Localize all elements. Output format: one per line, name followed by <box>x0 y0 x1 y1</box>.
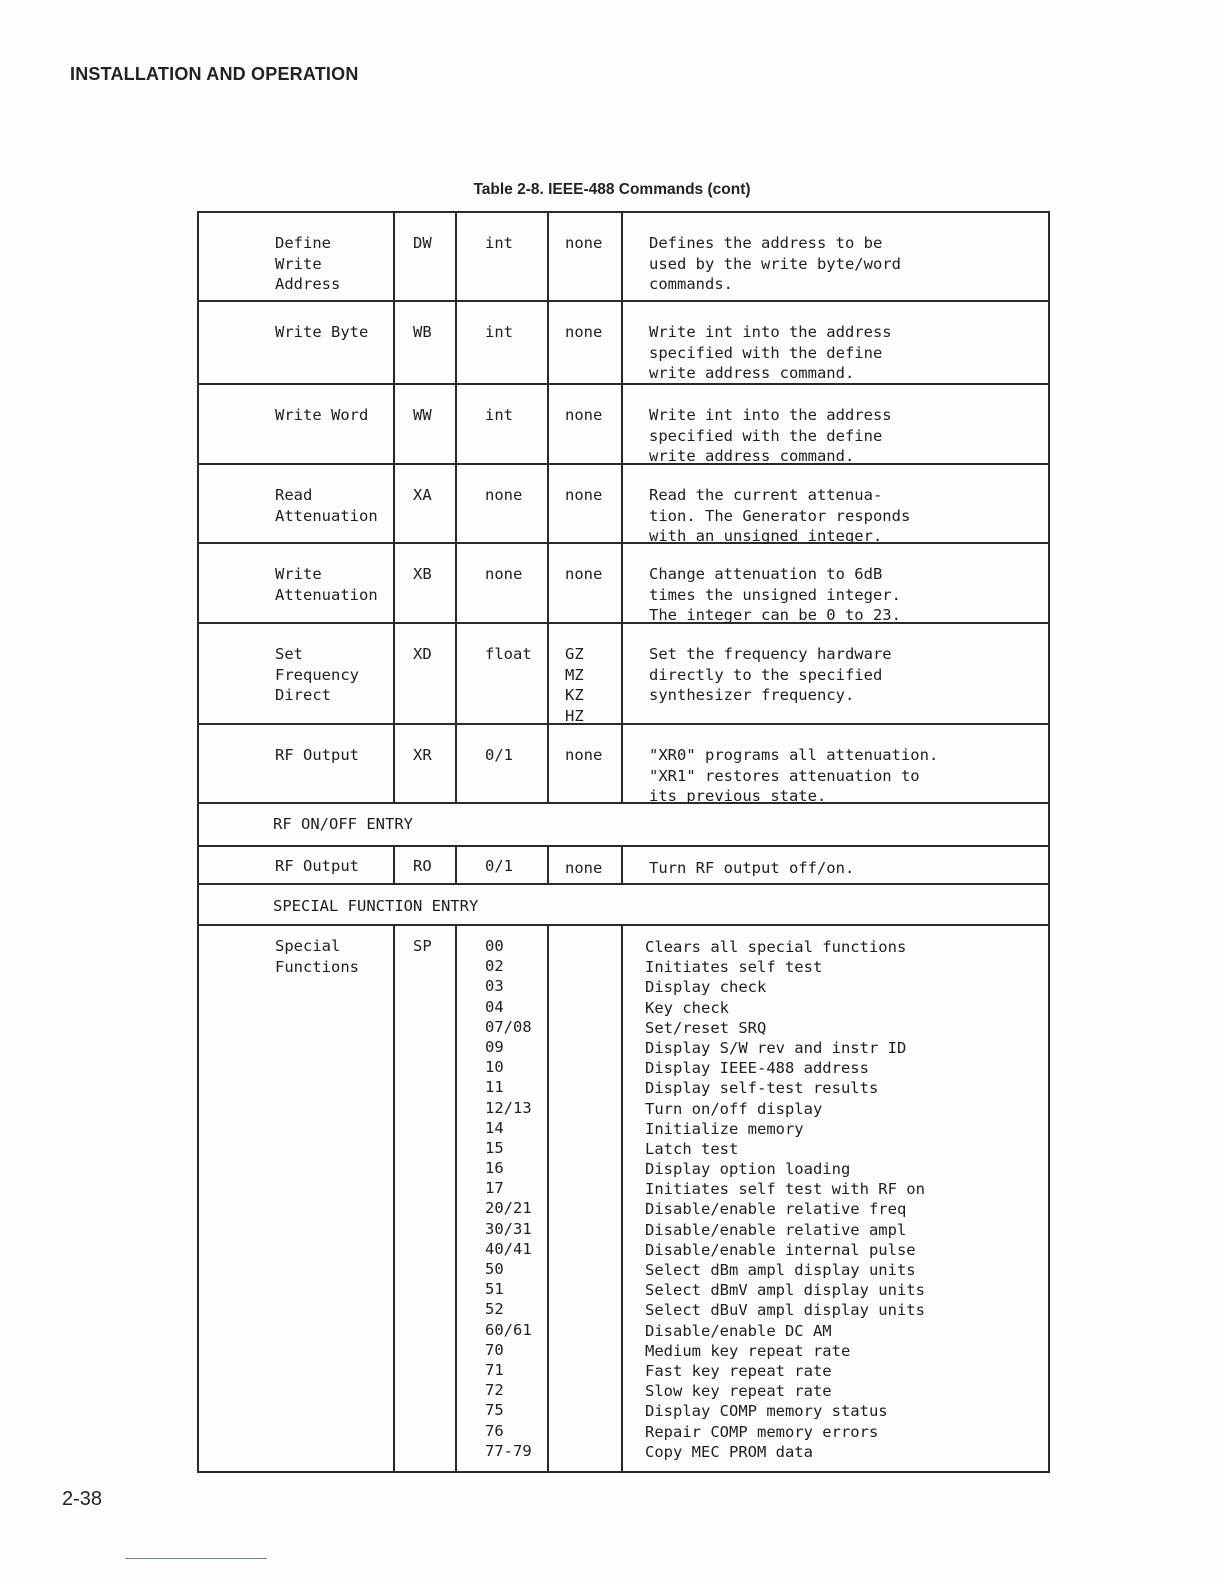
special-code: 75 <box>485 1401 504 1420</box>
function-cell: RF Output <box>199 847 395 883</box>
special-description: Select dBm ampl display units <box>645 1261 916 1279</box>
special-functions-row <box>199 926 1048 1471</box>
special-description: Display option loading <box>645 1160 851 1179</box>
data-cell: 0/1 <box>457 725 549 802</box>
special-code-list <box>457 926 549 1471</box>
special-code: 11 <box>485 1078 504 1097</box>
special-description: Medium key repeat rate <box>645 1341 851 1360</box>
special-description: Copy MEC PROM data <box>645 1442 813 1461</box>
table-row <box>199 213 1048 302</box>
special-code: 09 <box>485 1037 504 1056</box>
special-code: 71 <box>485 1360 504 1379</box>
special-code: 40/41 <box>485 1239 532 1258</box>
units-cell: GZ MZ KZ HZ <box>549 624 623 723</box>
special-description: Display COMP memory status <box>645 1402 888 1421</box>
special-description-list <box>623 926 1048 1471</box>
special-code: 72 <box>485 1381 504 1400</box>
code-cell: XB <box>395 544 457 622</box>
code-cell: RO <box>395 847 457 883</box>
special-description: Disable/enable relative ampl <box>645 1220 907 1239</box>
code-cell: WW <box>395 385 457 463</box>
page-number: 2-38 <box>62 1488 103 1510</box>
function-cell: Write Attenuation <box>199 544 395 622</box>
code-cell: XA <box>395 465 457 542</box>
description-cell: Defines the address to be used by the write byte/word commands. <box>649 234 901 293</box>
special-description: Set/reset SRQ <box>645 1018 767 1037</box>
special-code: 30/31 <box>485 1219 532 1238</box>
special-code: 52 <box>485 1300 504 1319</box>
special-description: Latch test <box>645 1139 739 1158</box>
special-description: Turn on/off display <box>645 1099 823 1118</box>
special-code: 20/21 <box>485 1199 532 1218</box>
special-code: 17 <box>485 1179 504 1198</box>
special-code: 60/61 <box>485 1320 532 1339</box>
units-cell <box>549 926 623 1471</box>
table-row <box>199 624 1048 725</box>
special-description: Fast key repeat rate <box>645 1361 832 1380</box>
function-cell: Special Functions <box>199 926 395 1471</box>
code-cell: XR <box>395 725 457 802</box>
special-code: 77-79 <box>485 1441 532 1460</box>
description-cell: Write int into the address specified with the define write address command. <box>649 323 892 382</box>
units-cell: none <box>549 725 623 802</box>
special-description: Display check <box>645 978 767 997</box>
special-code: 02 <box>485 957 504 976</box>
function-cell: Write Word <box>199 385 395 463</box>
table-row <box>199 302 1048 385</box>
special-description: Slow key repeat rate <box>645 1382 832 1401</box>
data-cell: 0/1 <box>457 847 549 883</box>
special-description: Disable/enable internal pulse <box>645 1240 916 1259</box>
description-cell: "XR0" programs all attenuation. "XR1" restores attenuation to its previous state. <box>649 746 939 805</box>
units-cell: none <box>549 847 623 883</box>
special-code: 07/08 <box>485 1017 532 1036</box>
special-code: 10 <box>485 1058 504 1077</box>
table-row <box>199 385 1048 465</box>
code-cell: WB <box>395 302 457 383</box>
function-cell: Read Attenuation <box>199 465 395 542</box>
special-description: Display S/W rev and instr ID <box>645 1038 907 1057</box>
description-cell: Write int into the address specified with the define write address command. <box>649 406 892 465</box>
special-code: 00 <box>485 937 504 955</box>
special-description: Clears all special functions <box>645 938 907 956</box>
special-description: Disable/enable relative freq <box>645 1200 907 1219</box>
data-cell: int <box>457 385 549 463</box>
units-cell: none <box>549 544 623 622</box>
special-code: 51 <box>485 1280 504 1299</box>
data-cell: none <box>457 465 549 542</box>
special-code: 15 <box>485 1138 504 1157</box>
function-cell: Set Frequency Direct <box>199 624 395 723</box>
data-cell: float <box>457 624 549 723</box>
table-row <box>199 544 1048 624</box>
data-cell: int <box>457 302 549 383</box>
units-cell: none <box>549 302 623 383</box>
data-cell: int <box>457 213 549 300</box>
footer-rule <box>125 1558 267 1559</box>
code-cell: DW <box>395 213 457 300</box>
special-description: Display self-test results <box>645 1079 879 1098</box>
special-description: Key check <box>645 998 729 1017</box>
special-description: Display IEEE-488 address <box>645 1059 869 1078</box>
function-cell: Define Write Address <box>199 213 395 300</box>
special-code: 76 <box>485 1421 504 1440</box>
commands-table <box>197 211 1050 1473</box>
special-description: Select dBuV ampl display units <box>645 1301 925 1320</box>
table-caption: Table 2-8. IEEE-488 Commands (cont) <box>473 181 751 198</box>
special-description: Disable/enable DC AM <box>645 1321 832 1340</box>
units-cell: none <box>549 385 623 463</box>
special-description: Select dBmV ampl display units <box>645 1281 925 1300</box>
table-row <box>199 725 1048 804</box>
special-code: 70 <box>485 1340 504 1359</box>
code-cell: SP <box>395 926 457 1471</box>
description-cell: Change attenuation to 6dB times the unsigned integer. The integer can be 0 to 23. <box>649 565 901 624</box>
units-cell: none <box>549 465 623 542</box>
special-code: 50 <box>485 1260 504 1278</box>
section-heading-special: SPECIAL FUNCTION ENTRY <box>199 885 1048 926</box>
description-cell: Read the current attenua- tion. The Generator responds with an unsigned integer. <box>649 486 911 545</box>
data-cell: none <box>457 544 549 622</box>
units-cell: none <box>549 213 623 300</box>
special-code: 12/13 <box>485 1098 532 1117</box>
special-code: 14 <box>485 1118 504 1137</box>
special-description: Repair COMP memory errors <box>645 1422 879 1441</box>
special-code: 03 <box>485 977 504 996</box>
description-cell: Turn RF output off/on. <box>649 859 855 877</box>
code-cell: XD <box>395 624 457 723</box>
special-description: Initialize memory <box>645 1119 804 1138</box>
table-row <box>199 847 1048 885</box>
table-row <box>199 465 1048 544</box>
description-cell: Set the frequency hardware directly to the specified synthesizer frequency. <box>649 645 892 704</box>
special-code: 04 <box>485 997 504 1016</box>
function-cell: RF Output <box>199 725 395 802</box>
special-code: 16 <box>485 1159 504 1178</box>
special-description: Initiates self test <box>645 958 823 977</box>
page-header: INSTALLATION AND OPERATION <box>70 64 359 84</box>
section-heading-rf: RF ON/OFF ENTRY <box>199 804 1048 847</box>
special-description: Initiates self test with RF on <box>645 1180 925 1199</box>
function-cell: Write Byte <box>199 302 395 383</box>
